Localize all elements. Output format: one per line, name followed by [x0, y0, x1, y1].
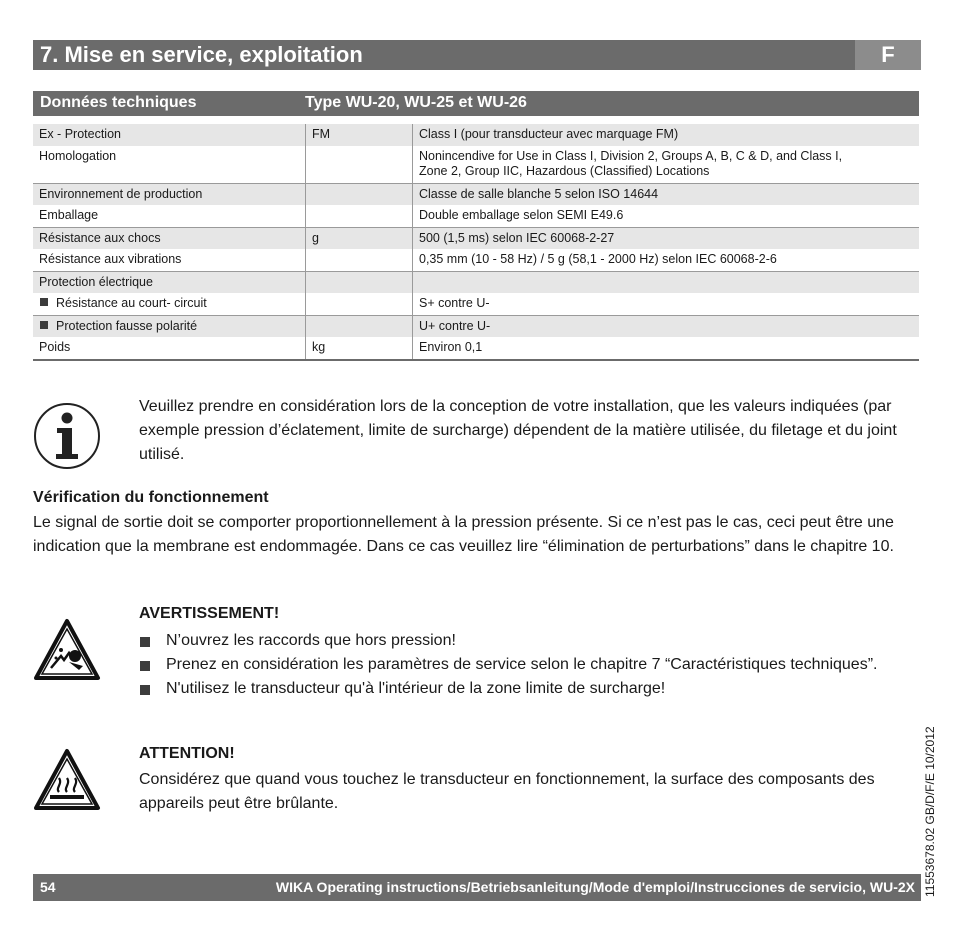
list-item: Prenez en considération les paramètres de service selon le chapitre 7 “Caractéristiques techniques”.	[139, 653, 929, 677]
table-row	[33, 183, 919, 205]
verification-title: Vérification du fonctionnement	[33, 489, 269, 506]
table-row	[33, 227, 919, 249]
spec-label-cell: Résistance aux chocs	[33, 227, 306, 249]
attention-title: ATTENTION!	[139, 745, 235, 762]
spec-unit-cell	[306, 205, 413, 227]
spec-unit-cell: g	[306, 227, 413, 249]
table-row	[33, 249, 919, 271]
footer-title: WIKA Operating instructions/Betriebsanleitung/Mode d'emploi/Instrucciones de servicio, WU-2X	[275, 879, 915, 895]
list-item: N’ouvrez les raccords que hors pression!	[139, 629, 929, 653]
table-row	[33, 315, 919, 337]
warning-list	[139, 629, 929, 701]
spec-label-cell: Poids	[39, 340, 71, 354]
warning-explosion-icon	[33, 618, 101, 682]
info-icon	[33, 402, 101, 470]
spec-unit-cell	[306, 315, 413, 337]
table-header-type: Type WU-20, WU-25 et WU-26	[305, 94, 527, 111]
spec-label-cell: Protection fausse polarité	[33, 315, 306, 337]
spec-value-cell: U+ contre U-	[413, 315, 920, 337]
spec-value-cell	[413, 271, 920, 293]
table-row	[33, 205, 919, 227]
hot-surface-icon	[33, 748, 101, 812]
table-row	[33, 293, 919, 315]
spec-unit-cell	[306, 249, 413, 271]
document-code: 11553678.02 GB/D/F/E 10/2012	[923, 726, 937, 897]
spec-unit-cell: FM	[306, 124, 413, 146]
spec-label-cell: Protection électrique	[33, 271, 306, 293]
page-number: 54	[40, 879, 56, 895]
table-row	[33, 271, 919, 293]
spec-value-cell: Classe de salle blanche 5 selon ISO 14644	[413, 183, 920, 205]
bullet-square-icon	[40, 321, 48, 329]
spec-unit-cell	[306, 183, 413, 205]
spec-unit-cell: kg	[306, 337, 413, 360]
page-title: 7. Mise en service, exploitation	[40, 42, 363, 67]
spec-label-cell: Ex - Protection	[33, 124, 306, 146]
bullet-square-icon	[140, 685, 150, 695]
spec-label-cell: Emballage	[39, 208, 99, 222]
spec-value-cell: Environ 0,1	[413, 337, 920, 360]
info-note: Veuillez prendre en considération lors de la conception de votre installation, que les valeurs indiquées (par exemple pression d’éclatement, limite de surcharge) dépendent de la matière utilisée, du filetage et du joint utilisé.	[139, 398, 897, 463]
spec-value-cell: 0,35 mm (10 - 58 Hz) / 5 g (58,1 - 2000 Hz) selon IEC 60068-2-6	[413, 249, 920, 271]
table-row	[33, 146, 919, 184]
spec-label-cell: Homologation	[39, 148, 117, 163]
spec-value-cell: Nonincendive for Use in Class I, Division 2, Groups A, B, C & D, and Class I, Zone 2, Group IIC, Hazardous (Classified) Locations	[413, 146, 920, 184]
spec-unit-cell	[306, 271, 413, 293]
spec-value-cell: 500 (1,5 ms) selon IEC 60068-2-27	[413, 227, 920, 249]
table-row	[33, 337, 919, 360]
spec-label-cell: Résistance au court- circuit	[33, 293, 306, 315]
table-header-label: Données techniques	[40, 94, 197, 111]
attention-text: Considérez que quand vous touchez le transducteur en fonctionnement, la surface des composants des appareils peut être brûlante.	[139, 771, 875, 812]
bullet-square-icon	[40, 298, 48, 306]
spec-label-cell: Résistance aux vibrations	[39, 252, 182, 266]
spec-table	[33, 124, 919, 361]
spec-value-cell: Class I (pour transducteur avec marquage FM)	[413, 124, 920, 146]
warning-title: AVERTISSEMENT!	[139, 605, 280, 622]
language-tab: F	[855, 40, 921, 70]
bullet-square-icon	[140, 637, 150, 647]
table-row	[33, 124, 919, 146]
spec-value-cell: Double emballage selon SEMI E49.6	[413, 205, 920, 227]
verification-text: Le signal de sortie doit se comporter proportionnellement à la pression présente. Si ce n’est pas le cas, ceci peut être une indication que la membrane est endommagée. Dans ce cas veuillez lire “élimination de perturbations” dans le chapitre 10.	[33, 514, 894, 555]
spec-value-cell: S+ contre U-	[413, 293, 920, 315]
spec-unit-cell	[306, 146, 413, 184]
spec-label-cell: Environnement de production	[33, 183, 306, 205]
bullet-square-icon	[140, 661, 150, 671]
spec-unit-cell	[306, 293, 413, 315]
list-item: N'utilisez le transducteur qu'à l'intérieur de la zone limite de surcharge!	[139, 677, 929, 701]
